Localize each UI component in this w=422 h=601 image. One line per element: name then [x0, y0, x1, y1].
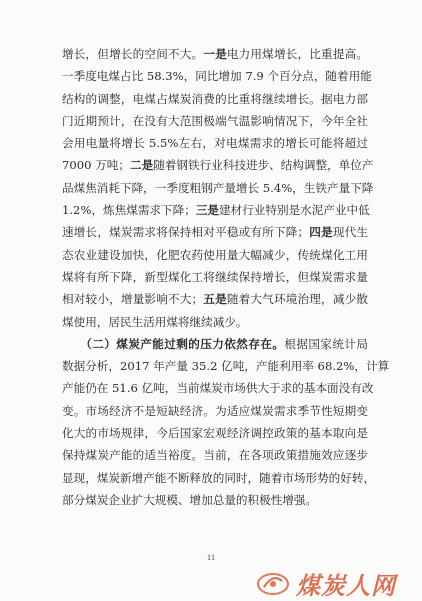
text-line: 煤使用，居民生活用煤将继续减少。 — [62, 314, 248, 329]
page-number: 11 — [206, 552, 216, 562]
bold-marker: 二是 — [129, 158, 154, 173]
text-line: 显现，煤炭新增产能不断释放的同时，随着市场形势的好转， — [62, 470, 376, 485]
bold-marker: 一是 — [203, 47, 227, 61]
text-run: 随着钢铁行业科技进步、结构调整，单位产 — [153, 158, 374, 173]
text-run: 电力用煤增长，比重提高。 — [226, 47, 368, 61]
text-line: 一季度电煤占比 58.3%，同比增加 7.9 个百分点，随着用能 — [62, 69, 372, 84]
text-line — [62, 199, 368, 221]
text-line — [62, 288, 368, 310]
text-line: 门近期预计，在没有大范围极端气温影响情况下，今年全社 — [62, 113, 368, 128]
text-run: 建材行业特别是水泥产业中低 — [219, 203, 370, 218]
text-run: 相对较小，增量影响不大； — [62, 292, 204, 307]
text-run: 7000 万吨； — [62, 158, 130, 173]
text-run: 随着大气环境治理，减少散 — [226, 292, 368, 307]
text-line — [62, 43, 368, 65]
text-line: 品煤焦消耗下降，一季度粗钢产量增长 5.4%，生铁产量下降 — [62, 180, 374, 195]
text-line: 结构的调整，电煤占煤炭消费的比重将继续增长。据电力部 — [62, 91, 368, 106]
text-line: 数据分析，2017 年产量 35.2 亿吨，产能利用率 68.2%，计算 — [62, 359, 390, 374]
text-run: 现代生 — [332, 225, 368, 240]
text-run: 增长，但增长的空间不大。 — [62, 47, 204, 61]
text-line — [62, 333, 368, 355]
text-line: 产能仍在 51.6 亿吨，当前煤炭市场供大于求的基本面没有改 — [62, 381, 374, 396]
text-run: 1.2%，炼焦煤需求下降； — [62, 203, 196, 218]
text-line: 煤将有所下降，新型煤化工将继续保持增长，但煤炭需求量 — [62, 269, 368, 284]
watermark-logo-icon — [256, 571, 290, 597]
watermark-text: 煤炭人网 — [296, 572, 396, 600]
text-line — [62, 221, 368, 243]
text-run: 速增长，煤炭需求将保持相对平稳或有所下降； — [62, 225, 310, 240]
text-line: 化大的市场规律，今后国家宏观经济调控政策的基本取向是 — [62, 426, 368, 441]
text-line: 保持煤炭产能的适当裕度。当前，在各项政策措施效应逐步 — [62, 448, 368, 463]
body-text — [62, 43, 390, 511]
watermark — [256, 566, 396, 601]
text-line — [62, 154, 374, 176]
text-run: 根据国家统计局 — [284, 336, 368, 351]
section-heading: （二）煤炭产能过剩的压力依然存在。 — [86, 336, 285, 351]
text-line: 态农业建设加快，化肥农药使用量大幅减少，传统煤化工用 — [62, 247, 368, 262]
text-line: 部分煤炭企业扩大规模、增加总量的积极性增强。 — [62, 492, 318, 507]
text-line: 变。市场经济不是短缺经济。为适应煤炭需求季节性短期变 — [62, 403, 368, 418]
bold-marker: 五是 — [203, 292, 227, 307]
text-line: 会用电量将增长 5.5%左右，对电煤需求的增长可能将超过 — [62, 136, 368, 151]
bold-marker: 四是 — [309, 225, 333, 240]
bold-marker: 三是 — [195, 203, 220, 218]
